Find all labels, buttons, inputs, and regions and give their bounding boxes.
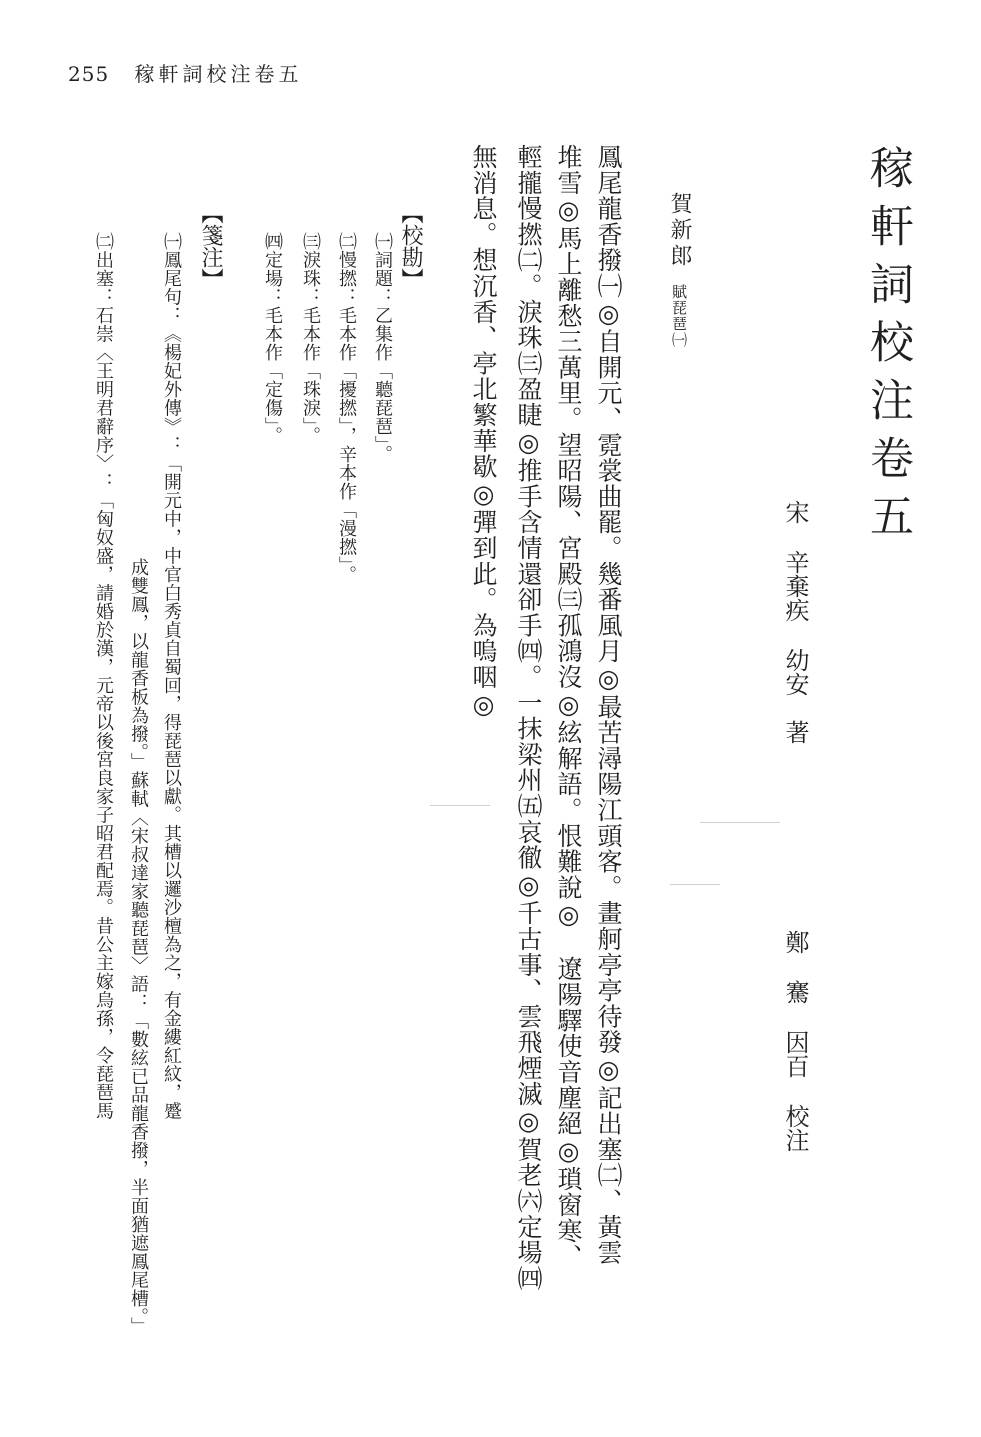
author-role: 著 [781,720,809,744]
annotation-line: 成雙鳳，以龍香板為撥。」蘇軾〈宋叔達家聽琵琶〉語：「數絃已品龍香撥，半面猶遮鳳尾槽。」 [128,558,149,1336]
poem-line: 堆雪◎馬上離愁三萬里。望昭陽、宮殿㈢孤鴻沒◎絃解語。恨難說◎ 遼陽驛使音塵絕◎瑣窗寒、 [554,144,583,1270]
author-name: 辛棄疾 [781,550,809,622]
running-title: 稼軒詞校注卷五 [134,62,303,86]
annotation-line: ㈡出塞：石崇〈王明君辭序〉：「匈奴盛，請婚於漢，元帝以後宮良家子昭君配焉。昔公主嫁烏孫，令琵琶馬 [93,232,114,1120]
book-title: 稼軒詞校注卷五 [862,145,913,551]
author-courtesy-name: 幼安 [781,648,809,696]
page-number: 255 [68,62,110,86]
poem-tune: 賀新郎 [667,192,692,270]
editor-surname: 鄭 [781,930,809,954]
scan-mark [430,805,490,806]
poem-subtitle: 賦琵琶㈠ [670,284,688,348]
annotation-line: ㈠鳳尾句：《楊妃外傳》：「開元中，中官白秀貞自蜀回，得琵琶以獻。其槽以邏沙檀為之，有金縷紅紋，蹙 [161,232,182,1120]
poem-line: 無消息。想沉香、亭北繁華歇◎彈到此。為嗚咽◎ [469,144,498,720]
editor-line [778,930,813,1152]
editor-role: 校注 [781,1104,809,1152]
collation-note: ㈠詞題：乙集作「聽琵琶」。 [372,232,393,464]
scan-mark [700,822,780,823]
collation-note: ㈡慢撚：毛本作「擾撚」，辛本作「漫撚」。 [336,232,357,584]
poem-line: 輕攏慢撚㈡。淚珠㈢盈睫◎推手含情還卻手㈣。一抹梁州㈤哀徹◎千古事、雲飛煙滅◎賀老㈥定場㈣ [514,144,543,1292]
poem-title [664,192,695,348]
editor-courtesy-name: 因百 [781,1030,809,1078]
annotation-heading: 【箋注】 [198,202,223,290]
editor-given-name: 騫 [781,980,809,1004]
scan-mark [670,884,720,885]
poem-line: 鳳尾龍香撥㈠◎自開元、霓裳曲罷。幾番風月◎最苦潯陽江頭客。畫舸亭亭待發◎記出塞㈡、黃雲 [594,144,623,1266]
author-line [778,500,813,744]
collation-note: ㈢淚珠：毛本作「珠淚」。 [300,232,321,445]
collation-heading: 【校勘】 [398,202,423,290]
collation-note: ㈣定場：毛本作「定傷」。 [262,232,283,445]
author-dynasty: 宋 [781,500,809,524]
running-header [68,58,303,87]
